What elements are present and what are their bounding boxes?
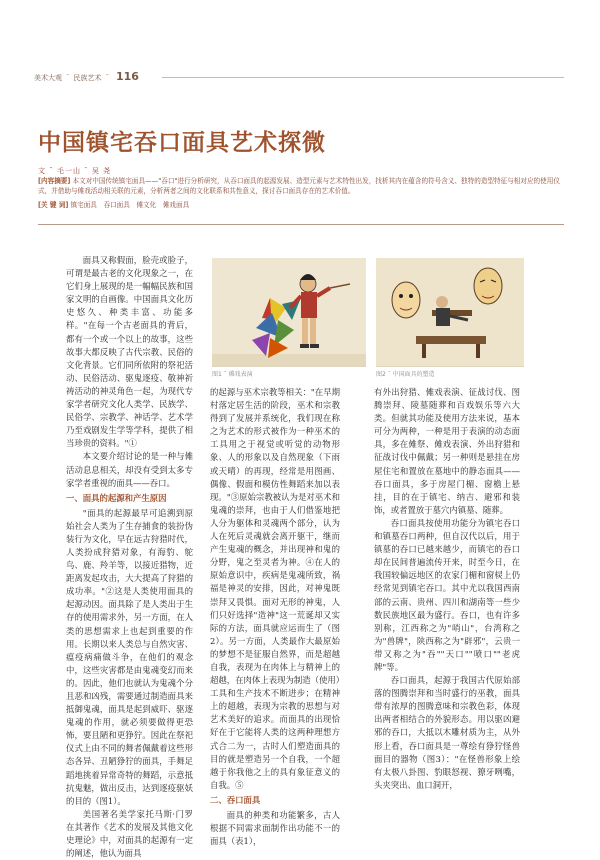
running-header: 美术大观 ¯ 民族艺术 ¯ 116 (34, 70, 139, 83)
figure-caption: 图2 ¯ 中国面具的塑造 (376, 371, 435, 378)
paragraph: 吞口面具按使用功能分为镇宅吞口和镇墓吞口两种，但自汉代以后，用于镇墓的吞口已越来越少，而镇宅的吞口却在民间普遍流传开来，时至今日，在我国较偏远地区的农家门楣和窗棂上仍经常见到镇宅吞口。其中尤以我国西南部的云南、贵州、四川和湖南等一些少数民族地区最为盛行。吞口，也有许多别称，江西称之为"哨山"，台湾称之为"兽牌"，陕西称之为"辟邪"，云贵一带又称之为"吞""天口""喷口""老虎牌"等。 (374, 517, 520, 672)
abstract-label: [内容摘要] (38, 177, 71, 185)
figure-caption: 图1 ¯ 傩戏表演 (212, 371, 253, 378)
body-column-2 (210, 386, 340, 848)
header-rule (162, 77, 564, 78)
paragraph: 美国著名美学家托马斯·门罗在其著作《艺术的发展及其他文化史理论》中，对面具的起源有一定的阐述，他认为面具 (66, 808, 193, 859)
figure-1 (212, 258, 366, 378)
paragraph: 本文要介绍讨论的是一种与傩活动息息相关，却没有受到太多专家学者重视的面具——吞口。 (66, 451, 193, 488)
abstract (38, 176, 568, 196)
page-number: 116 (116, 70, 139, 83)
keywords-label: [关 键 词] (38, 201, 69, 209)
keywords (38, 199, 568, 209)
keywords-text: 镇宅面具 吞口面具 傩文化 傩戏面具 (70, 201, 190, 209)
body-column-1 (66, 254, 193, 860)
body-column-3 (374, 386, 520, 792)
section-heading: 一、面具的起源和产生原因 (66, 492, 167, 503)
article-authors: 文 ¯ 毛一山 ¯ 吴 尧 (38, 167, 112, 175)
paragraph: 面具又称假面，脸壳或脸子，可谓是最古老的文化现象之一，在它们身上展现的是一幅幅民族和国家文明的自画像。中国面具文化历史悠久、种类丰富、功能多样。"在每一个古老面具的背后，都有一个或一个以上的故事，这些故事大都反映了古代宗教、民俗的文化背景。它们同所依附的祭祀活动、民俗活动、驱鬼逐疫、敬神祈祷活动的神灵角色一起，为现代专家学者研究文化人类学、民族学、民俗学、宗教学、神话学、艺术学乃至戏剧发生学等学科，提供了相当珍贵的资料。"① (66, 255, 193, 449)
paragraph: "面具的起源最早可追溯到原始社会人类为了生存捕食的装扮伪装行为文化，早在远古狩猎时代，人类扮成狩猎对象，有海豹、鸵鸟、鹿、羚羊等，以接近猎物，近距离发起攻击，大大提高了狩猎的成功率。"②这是人类使用面具的起源动因。面具除了是人类出于生存的使用需求外，另一方面，在人类的思想需求上也起到重要的作用。长期以来人类总与自然灾害、瘟疫病痛做斗争，在他们的观念中，这些灾害都是由鬼魂变幻而来的。因此，他们也就认为鬼魂个分且恶和凶残，需要通过制造面具来抵御鬼魂，面具是起到威吓、驱逐鬼魂的作用，就必须要做得更恐怖，要且陋和更狰狞。因此在祭祀仪式上由不同的舞者佩戴着这些形态各异、丑陋狰狞的面具，手舞足蹈地挑着异常奇特的舞蹈，示意抵抗鬼魅，做出反击，达到逐疫驱妖的目的（图1）。 (66, 507, 193, 806)
journal-name: 美术大观 (34, 74, 62, 82)
abstract-text: 本文对中国传统镇宅面具——"吞口"进行分析研究，从吞口面具的起源发展、造型元素与艺术特性出发，找析其内在蕴含的符号含义、独特的造型特征与相对应的使用仪式，并借助与傩戏活动相关联的元素，分析两者之间的文化联系和共性意义，探讨吞口面具存在的艺术价值。 (38, 177, 560, 195)
paragraph: 吞口面具，起源于我国古代原始部落的图腾崇拜和当时盛行的巫教，面具带有浓厚的图腾意味和宗教色彩，体现出两者相结合的外貌形态。用以驱凶避邪的吞口，大抵以木雕材质为主，从外形上看，吞口面具是一尊绘有狰狞怪兽面目的器物（图3）："在怪兽形象上绘有太极八卦图、豹眼怒视、獠牙咧嘴，头夹突出、血口洞开， (374, 675, 520, 790)
article-title: 中国镇宅吞口面具艺术探微 (38, 129, 326, 156)
nuo-performance-image (212, 258, 366, 367)
abstract-rule (38, 224, 564, 225)
section-name: 民族艺术 (73, 74, 102, 82)
mask-shaping-image (376, 258, 524, 367)
paragraph: 有外出狩猎、傩戏表演、征战讨伐、图腾崇拜、陵墓随葬和百戏娱乐等六大类。但就其功能及使用方法来说，基本可分为两种，一种是用于表演的动态面具，多在傩祭、傩戏表演、外出狩猎和征战讨伐中佩戴；另一种则是悬挂在房屋住宅和置放在墓地中的静态面具——吞口面具，多于房屋门楣、窗檐上悬挂，目的在于镇宅、纳吉、避邪和装饰，或者置放于墓穴内镇墓、随葬。 (374, 387, 520, 515)
paragraph: 面具的种类和功能繁多，古人根据不同需求面制作出功能不一的面具（表1）， (210, 809, 340, 847)
figure-2 (376, 258, 524, 378)
section-heading: 二、吞口面具 (210, 794, 261, 805)
paragraph: 的起源与巫术宗教等相关："在早期村落定居生活的阶段，巫术和宗教得到了发展并系统化，我们现在称之为艺术的形式被作为一种巫术的工具用之于视觉或听觉的动物形象、人的形象以及自然现象（下雨或天晴）的再现，经常是用图画、偶像、假面和模仿性舞蹈来加以表现。"③原始宗教被认为是对巫术和鬼魂的崇拜，也由于人们借鉴地把人分为躯体和灵魂两个部分，认为人在死后灵魂就会离开躯干，继而产生鬼魂的概念，并出现神和鬼的分野，鬼之至灵者为神。④在人的原始意识中，疾病是鬼魂所致，祸福是神灵的安排，因此，对神鬼既崇拜又畏惧。面对无形的神鬼，人们只好选择"造神"这一荒诞却又实际的方法，面具就应运而生了（图2）。另一方面，人类最作大最原始的梦想不是征服自然界，而是超越自我，表现为在肉体上与精神上的超越，在肉体上表现为制造（使用）工具和生产技术不断进步；在精神上的超越，表现为宗教的思想与对艺术美好的追求。而面具的出现恰好在于它能将人类的这两种理想方式合二为一，古时人们塑造面具的目的就是塑造另一个自我，一个超越于你我他之上的具有象征意义的自我。⑤ (210, 387, 340, 790)
